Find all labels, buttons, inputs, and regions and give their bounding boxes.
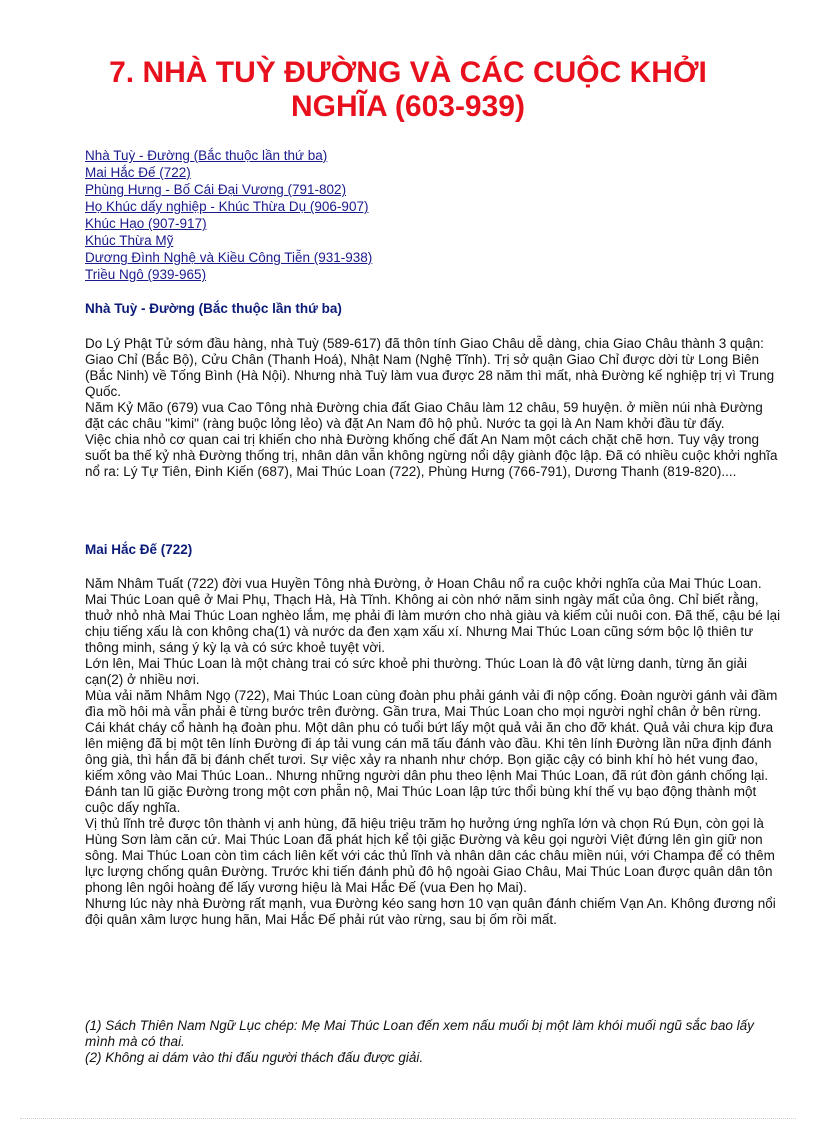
table-of-contents bbox=[85, 147, 725, 283]
toc-item bbox=[85, 249, 725, 266]
toc-item bbox=[85, 198, 725, 215]
section-heading-nha-tuy-duong: Nhà Tuỳ - Đường (Bắc thuộc lần thứ ba) bbox=[85, 301, 342, 316]
toc-link-phung-hung[interactable]: Phùng Hưng - Bố Cái Đại Vương (791-802) bbox=[85, 182, 347, 197]
section-body-nha-tuy-duong bbox=[85, 336, 785, 480]
toc-item bbox=[85, 181, 725, 198]
toc-link-khuc-thua-my[interactable]: Khúc Thừa Mỹ bbox=[85, 233, 174, 248]
paragraph: Lớn lên, Mai Thúc Loan là một chàng trai có sức khoẻ phi thường. Thúc Loan là đô vật lừng danh, từng ăn giải cạn(2) ở nhiều nơi. bbox=[85, 656, 748, 687]
toc-link-duong-dinh-nghe[interactable]: Dương Đình Nghệ và Kiều Công Tiễn (931-938) bbox=[85, 250, 373, 265]
toc-link-mai-hac-de[interactable]: Mai Hắc Đế (722) bbox=[85, 165, 191, 180]
paragraph: Năm Kỷ Mão (679) vua Cao Tông nhà Đường chia đất Giao Châu làm 12 châu, 59 huyện. ở miền núi nhà Đường đặt các châu "kimi" (ràng buộc lỏng lẻo) và đặt An Nam đô hộ phủ. Nước ta gọi là An Nam khởi đầu từ đấy. bbox=[85, 400, 763, 431]
paragraph: Nhưng lúc này nhà Đường rất mạnh, vua Đường kéo sang hơn 10 vạn quân đánh chiếm Vạn An. Không đương nổi đội quân xâm lược hung hãn, Mai Hắc Đế phải rút vào rừng, sau bị ốm rồi mất. bbox=[85, 896, 776, 927]
toc-item bbox=[85, 164, 725, 181]
paragraph: Do Lý Phật Tử sớm đầu hàng, nhà Tuỳ (589-617) đã thôn tính Giao Châu dễ dàng, chia Giao Châu thành 3 quận: Giao Chỉ (Bắc Bộ), Cửu Chân (Thanh Hoá), Nhật Nam (Nghệ Tĩnh). Trị sở quận Giao Chỉ được dời từ Long Biên (Bắc Ninh) về Tống Bình (Hà Nội). Nhưng nhà Tuỳ làm vua được 28 năm thì mất, nhà Đường kế nghiệp trị vì Trung Quốc. bbox=[85, 336, 775, 399]
page-title: 7. NHÀ TUỲ ĐƯỜNG VÀ CÁC CUỘC KHỞI NGHĨA (603-939) bbox=[109, 56, 707, 123]
section-body-mai-hac-de bbox=[85, 576, 785, 928]
paragraph: Vị thủ lĩnh trẻ được tôn thành vị anh hùng, đã hiệu triệu trăm họ hưởng ứng nghĩa lớn và chọn Rú Đụn, còn gọi là Hùng Sơn làm căn cứ. Mai Thúc Loan đã phát hịch kể tội giặc Đường và kêu gọi người Việt đứng lên gìn giữ non sông. Mai Thúc Loan còn tìm cách liên kết với các thủ lĩnh và nhân dân các châu miền núi, với Champa để có thêm lực lượng chống quân Đường. Trước khi tiến đánh phủ đô hộ ngoài Giao Châu, Mai Thúc Loan được quân dân tôn phong lên ngôi hoàng đế lấy vương hiệu là Mai Hắc Đế (vua Đen họ Mai). bbox=[85, 816, 775, 895]
footnotes bbox=[85, 1018, 785, 1066]
toc-item bbox=[85, 147, 725, 164]
toc-link-ho-khuc[interactable]: Họ Khúc dấy nghiệp - Khúc Thừa Dụ (906-907) bbox=[85, 199, 369, 214]
toc-item bbox=[85, 215, 725, 232]
footnote: (1) Sách Thiên Nam Ngữ Lục chép: Mẹ Mai Thúc Loan đến xem nấu muối bị một làm khói muối ngũ sắc bao lấy mình mà có thai. bbox=[85, 1018, 754, 1049]
section-heading-mai-hac-de: Mai Hắc Đế (722) bbox=[85, 542, 193, 557]
toc-item bbox=[85, 232, 725, 249]
paragraph: Việc chia nhỏ cơ quan cai trị khiến cho nhà Đường khống chế đất An Nam một cách chặt chẽ hơn. Tuy vậy trong suốt ba thế kỷ nhà Đường thống trị, nhân dân vẫn không ngừng nổi dậy giành độc lập. Đã có nhiều cuộc khởi nghĩa nổ ra: Lý Tự Tiên, Đinh Kiến (687), Mai Thúc Loan (722), Phùng Hưng (766-791), Dương Thanh (819-820).... bbox=[85, 432, 778, 479]
toc-link-nha-tuy-duong[interactable]: Nhà Tuỳ - Đường (Bắc thuộc lần thứ ba) bbox=[85, 148, 328, 163]
toc-item bbox=[85, 266, 725, 283]
footnote: (2) Không ai dám vào thi đấu người thách đấu được giải. bbox=[85, 1050, 424, 1065]
paragraph: Mùa vải năm Nhâm Ngọ (722), Mai Thúc Loan cùng đoàn phu phải gánh vải đi nộp cống. Đoàn người gánh vải đầm đìa mồ hôi mà vẫn phải ê từng bước trên đường. Gần trưa, Mai Thúc Loan cho mọi người nghỉ chân ở bên rừng. Cái khát cháy cổ hành hạ đoàn phu. Một dân phu có tuổi bứt lấy một quả vải ăn cho đỡ khát. Quả vải chưa kịp đưa lên miệng đã bị một tên lính Đường đi áp tải vung cán mã tấu đánh vào đầu. Khi tên lính Đường lần nữa định đánh ông già, thì hắn đã bị đánh chết tươi. Sự việc xảy ra nhanh như chớp. Bọn giặc cậy có binh khí hò hét vung đao, kiếm xông vào Mai Thúc Loan.. Nhưng những người dân phu theo lệnh Mai Thúc Loan, đã rút đòn gánh chống lại. Đánh tan lũ giặc Đường trong một cơn phẫn nộ, Mai Thúc Loan lập tức thổi bùng khí thế vụ bạo động thành một cuộc dấy nghĩa. bbox=[85, 688, 778, 815]
toc-link-trieu-ngo[interactable]: Triều Ngô (939-965) bbox=[85, 267, 207, 282]
page-bottom-divider bbox=[20, 1118, 796, 1119]
toc-link-khuc-hao[interactable]: Khúc Hạo (907-917) bbox=[85, 216, 207, 231]
paragraph: Năm Nhâm Tuất (722) đời vua Huyền Tông nhà Đường, ở Hoan Châu nổ ra cuộc khởi nghĩa của Mai Thúc Loan. Mai Thúc Loan quê ở Mai Phụ, Thạch Hà, Hà Tĩnh. Không ai còn nhớ năm sinh ngày mất của ông. Chỉ biết rằng, thuở nhỏ nhà Mai Thúc Loan nghèo lắm, mẹ phải đi làm mướn cho nhà giàu và kiếm củi nuôi con. Đã thế, cậu bé lại chịu tiếng xấu là con không cha(1) và nước da đen xạm xấu xí. Nhưng Mai Thúc Loan cũng sớm bộc lộ thiên tư thông minh, sáng ý kỳ lạ và có sức khoẻ tuyệt vời. bbox=[85, 576, 781, 655]
